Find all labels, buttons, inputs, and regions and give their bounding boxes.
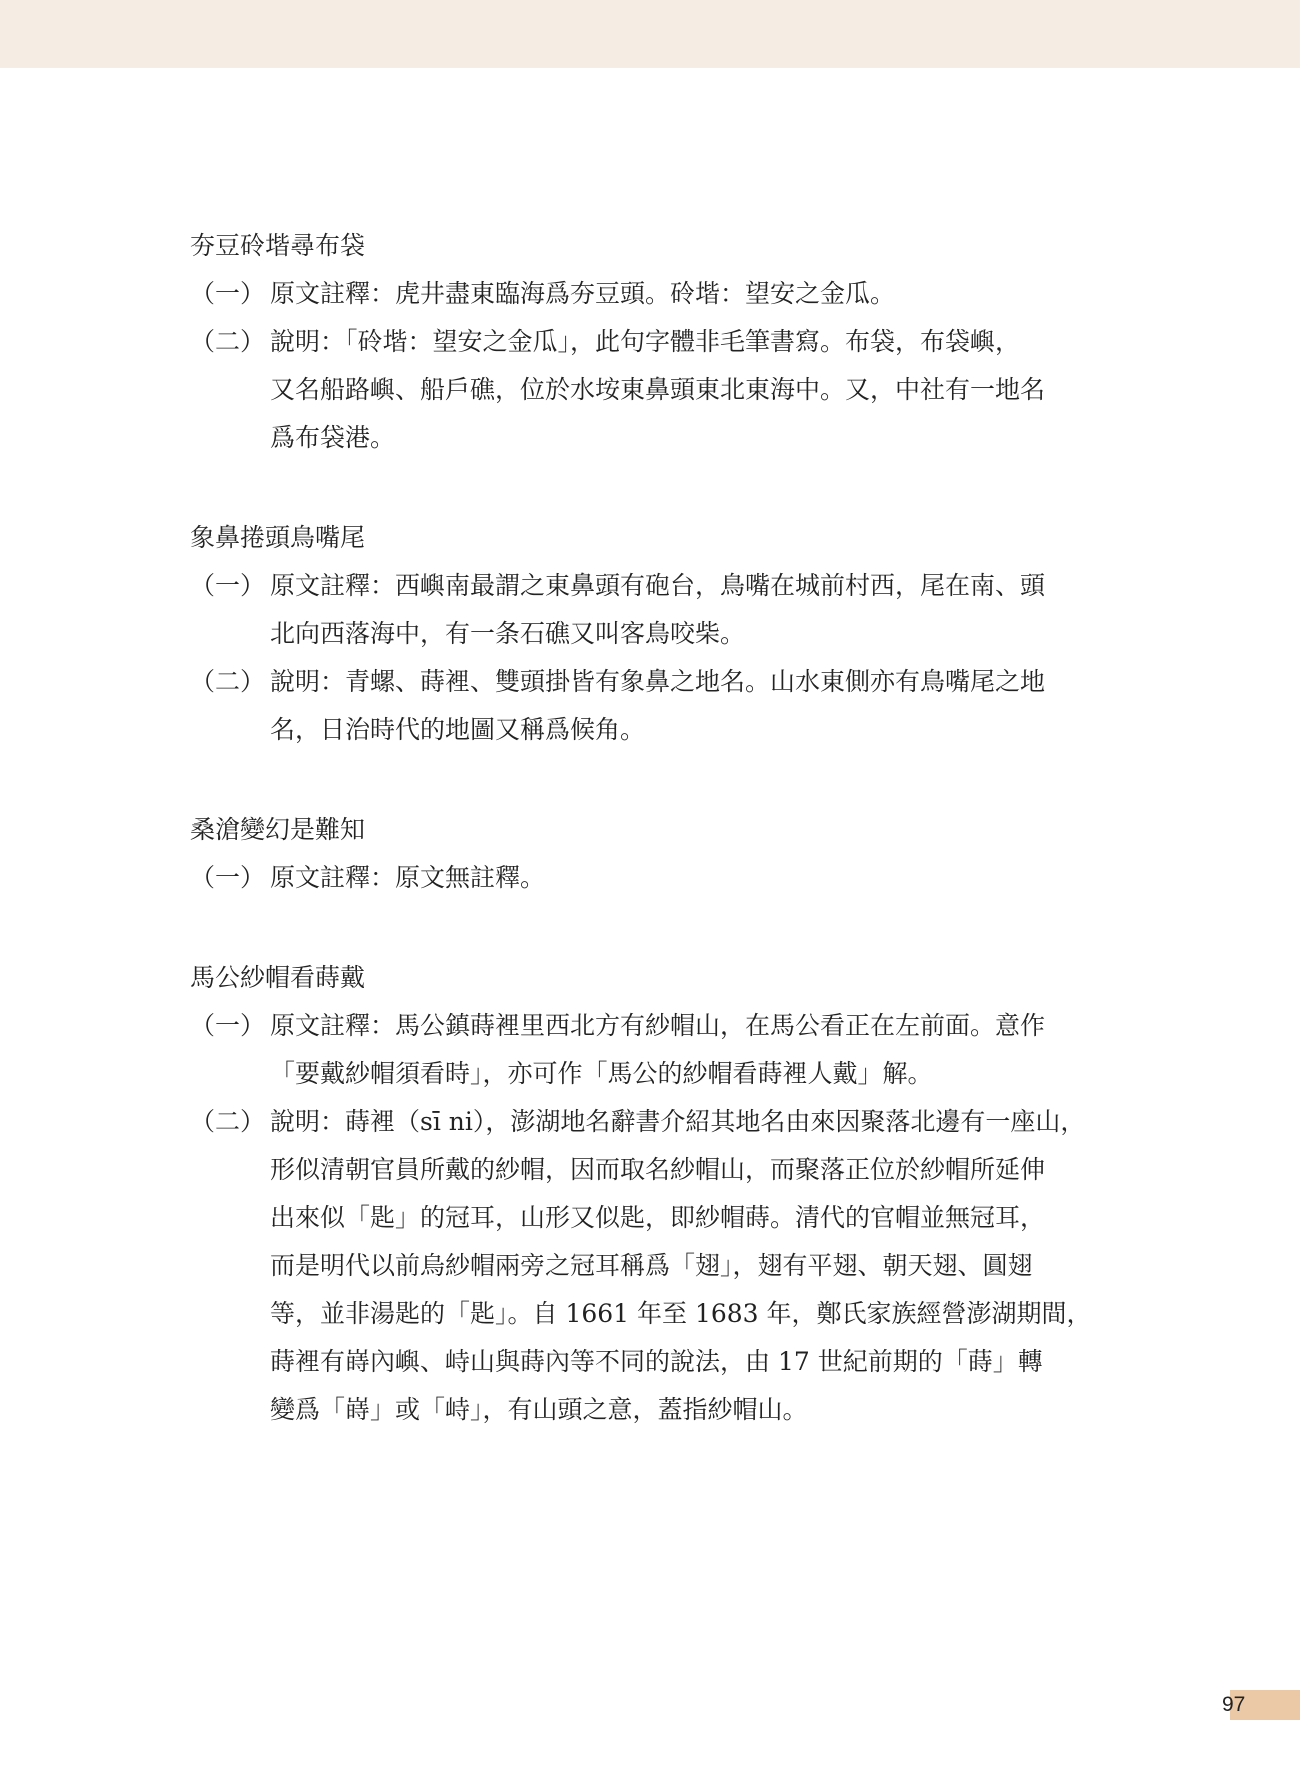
section [190, 514, 1120, 754]
annotation-item [190, 1098, 1120, 1434]
section [190, 806, 1120, 902]
item-text-line: 形似清朝官員所戴的紗帽，因而取名紗帽山，而聚落正位於紗帽所延伸 [270, 1155, 1046, 1184]
section-heading: 象鼻捲頭鳥嘴尾 [190, 523, 366, 552]
annotation-item [190, 854, 1120, 902]
item-text-line: 蒔裡有嵵內嶼、峙山與蒔內等不同的說法，由 17 世紀前期的「蒔」轉 [270, 1347, 1043, 1376]
item-text-line: 出來似「匙」的冠耳，山形又似匙，即紗帽蒔。清代的官帽並無冠耳， [270, 1203, 1046, 1232]
top-decorative-band [0, 0, 1300, 68]
item-text-line: 說明：蒔裡（sī ni），澎湖地名辭書介紹其地名由來因聚落北邊有一座山， [270, 1107, 1086, 1136]
item-text-line: 說明：「砱堦：望安之金瓜」，此句字體非毛筆書寫。布袋，布袋嶼， [270, 327, 1021, 356]
section [190, 954, 1120, 1434]
item-text-line: 等，並非湯匙的「匙」。自 1661 年至 1683 年，鄭氏家族經營澎湖期間， [270, 1299, 1092, 1328]
item-text-line: 原文註釋：原文無註釋。 [270, 863, 546, 892]
item-marker: （二） [190, 1107, 266, 1136]
annotation-item [190, 270, 1120, 318]
item-text-line: 爲布袋港。 [270, 423, 396, 452]
item-text-line: 又名船路嶼、船戶礁，位於水垵東鼻頭東北東海中。又，中社有一地名 [270, 375, 1046, 404]
section [190, 222, 1120, 462]
page-body [190, 222, 1120, 1486]
section-heading: 桑滄變幻是難知 [190, 815, 366, 844]
item-marker: （一） [190, 863, 266, 892]
item-text-line: 而是明代以前烏紗帽兩旁之冠耳稱爲「翅」，翅有平翅、朝天翅、圓翅 [270, 1251, 1033, 1280]
item-text-line: 「要戴紗帽須看時」，亦可作「馬公的紗帽看蒔裡人戴」解。 [270, 1059, 933, 1088]
item-text-line: 變爲「嵵」或「峙」，有山頭之意，蓋指紗帽山。 [270, 1395, 808, 1424]
item-text-line: 原文註釋：馬公鎮蒔裡里西北方有紗帽山，在馬公看正在左前面。意作 [270, 1011, 1046, 1040]
annotation-item [190, 658, 1120, 754]
item-marker: （二） [190, 667, 266, 696]
item-marker: （二） [190, 327, 266, 356]
section-heading: 夯豆砱堦尋布袋 [190, 231, 366, 260]
item-text-line: 原文註釋：虎井盡東臨海爲夯豆頭。砱堦：望安之金瓜。 [270, 279, 896, 308]
page-number: 97 [1222, 1693, 1246, 1716]
item-marker: （一） [190, 279, 266, 308]
annotation-item [190, 318, 1120, 462]
item-text-line: 說明：青螺、蒔裡、雙頭掛皆有象鼻之地名。山水東側亦有鳥嘴尾之地 [270, 667, 1046, 696]
item-text-line: 原文註釋：西嶼南最謂之東鼻頭有砲台，鳥嘴在城前村西，尾在南、頭 [270, 571, 1046, 600]
item-marker: （一） [190, 571, 266, 600]
annotation-item [190, 562, 1120, 658]
item-marker: （一） [190, 1011, 266, 1040]
section-heading: 馬公紗帽看蒔戴 [190, 963, 366, 992]
item-text-line: 北向西落海中，有一条石礁又叫客鳥咬柴。 [270, 619, 746, 648]
item-text-line: 名，日治時代的地圖又稱爲候角。 [270, 715, 646, 744]
annotation-item [190, 1002, 1120, 1098]
